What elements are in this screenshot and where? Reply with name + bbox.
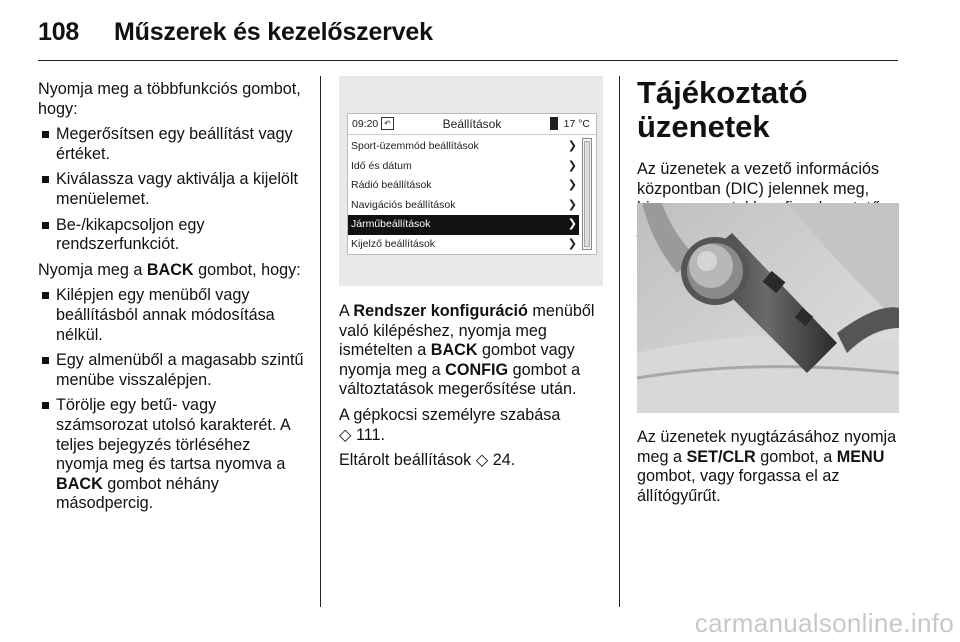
system-config-label: Rendszer konfiguráció — [353, 302, 528, 320]
screen-time: 09:20 — [352, 118, 379, 130]
set-clr-key-label: SET/CLR — [686, 447, 756, 466]
screen-menu-item: Sport-üzemmód beállítások ❯ — [348, 137, 579, 157]
stored-settings-reference: Eltárolt beállítások ◇ 24. — [339, 451, 516, 470]
settings-screen-image — [339, 76, 603, 286]
screen-menu-item: Idő és dátum ❯ — [348, 157, 579, 177]
page-ref-icon: ◇ — [339, 425, 352, 444]
screen-menu-item: Kijelző beállítások ❯ — [348, 235, 579, 255]
screen-scrollbar — [582, 138, 592, 250]
list-item: Kilépjen egy menüből vagy beállításból annak módosítása nélkül. — [38, 286, 304, 345]
list-item: Megerősítsen egy beállítást vagy értéket. — [38, 125, 304, 164]
header-rule — [38, 60, 898, 61]
intro-paragraph-1: Nyomja meg a többfunkciós gombot, hogy: — [38, 80, 301, 118]
column-divider-2 — [619, 76, 620, 607]
screen-menu-item: Navigációs beállítások ❯ — [348, 196, 579, 216]
page-header — [38, 18, 433, 47]
section-heading: Tájékoztató üzenetek — [637, 75, 808, 144]
list-item: Törölje egy betű- vagy számsorozat utolsó karakterét. A teljes bejegyzés törléséhez nyomja meg és tartsa nyomva a BACK gombot néhány másodpercig. — [38, 396, 304, 514]
list-item: Egy almenüből a magasabb szintű menübe visszalépjen. — [38, 351, 304, 390]
exit-config-paragraph: A Rendszer konfiguráció menüből való kilépéshez, nyomja meg ismételten a BACK gombot vagy nyomja meg a CONFIG gombot a változtatások megerősítése után. — [339, 302, 595, 399]
config-key-label: CONFIG — [445, 360, 509, 379]
chevron-right-icon: ❯ — [567, 140, 577, 152]
bullet-list-1 — [38, 125, 304, 255]
screen-status-bar — [348, 114, 596, 135]
column-3-bottom — [637, 428, 903, 512]
screen-menu — [348, 135, 596, 255]
page-reference-link[interactable]: 24. — [492, 451, 516, 470]
chevron-right-icon: ❯ — [567, 159, 577, 172]
bullet-icon — [42, 222, 49, 229]
page-number: 108 — [38, 18, 80, 46]
chevron-right-icon: ❯ — [567, 237, 577, 250]
bullet-icon — [42, 131, 49, 138]
messages-paragraph: Az üzenetek a vezető információs központban (DIC) jelennek meg, — [637, 160, 880, 198]
back-key-label: BACK — [146, 260, 194, 279]
bullet-icon — [42, 176, 49, 183]
display-screen — [347, 113, 597, 255]
personalization-reference: A gépkocsi személyre szabása ◇ 111. — [339, 405, 561, 444]
page-reference-link[interactable]: 111. — [355, 425, 386, 444]
bullet-icon — [42, 402, 49, 409]
list-item: Be-/kikapcsoljon egy rendszerfunkciót. — [38, 216, 304, 255]
intro-paragraph-2: Nyomja meg a BACK gombot, hogy: — [38, 260, 301, 279]
screen-menu-item-selected: Járműbeállítások ❯ — [348, 215, 579, 235]
scrollbar-thumb — [584, 141, 590, 247]
chevron-right-icon: ❯ — [567, 179, 577, 192]
chevron-right-icon: ❯ — [567, 218, 577, 231]
menu-key-label: MENU — [836, 447, 885, 466]
acknowledge-paragraph: Az üzenetek nyugtázásához nyomja meg a SET/CLR gombot, a MENU gombot, vagy forgassa el az állítógyűrűt. — [637, 428, 897, 505]
column-2 — [339, 302, 601, 477]
list-item: Kiválassza vagy aktiválja a kijelölt menüelemet. — [38, 170, 304, 209]
bullet-list-2 — [38, 286, 304, 514]
watermark: carmanualsonline.info — [694, 608, 954, 638]
page-title: Műszerek és kezelőszervek — [114, 18, 433, 46]
chevron-right-icon: ❯ — [567, 198, 577, 211]
thermometer-icon — [550, 117, 558, 130]
column-1 — [38, 80, 304, 520]
page-ref-icon: ◇ — [475, 451, 489, 470]
stalk-control-photo — [637, 203, 899, 413]
back-key-label: BACK — [430, 341, 478, 360]
back-arrow-icon: ↶ — [381, 117, 394, 130]
back-key-label: BACK — [56, 474, 103, 493]
screen-menu-item: Rádió beállítások ❯ — [348, 176, 579, 196]
column-divider-1 — [320, 76, 321, 607]
screen-temperature: 17 °C — [563, 118, 590, 130]
bullet-icon — [42, 292, 49, 299]
screen-title: Beállítások — [442, 117, 502, 131]
steering-column-stalk-illustration — [637, 203, 899, 413]
bullet-icon — [42, 357, 49, 364]
